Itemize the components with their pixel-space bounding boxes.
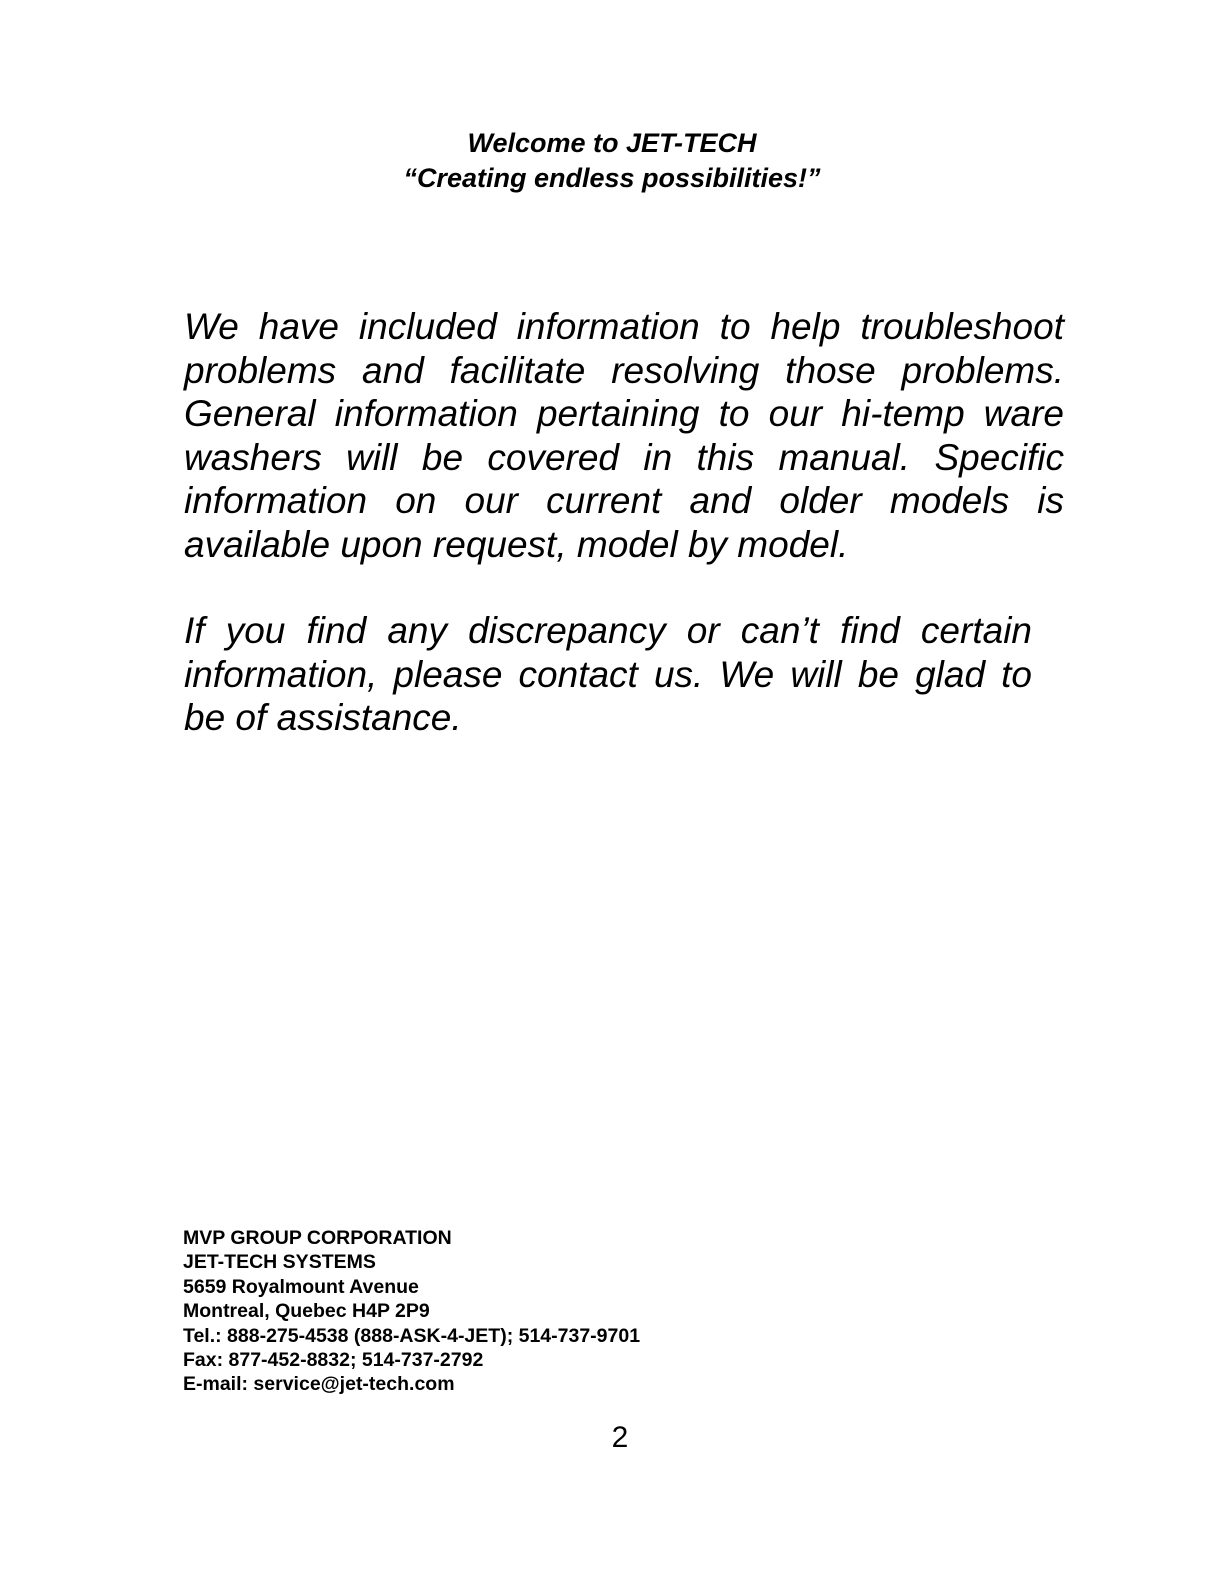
city-address: Montreal, Quebec H4P 2P9 (183, 1300, 430, 1323)
intro-paragraph: We have included information to help troubleshoot problems and facilitate resolving those problems. General information pertaining to our hi-temp ware washers will be covered in this manual. Specific information on our current and older models is available upon request, model by model. (184, 306, 1064, 565)
email-line: E-mail: service@jet-tech.com (183, 1373, 455, 1396)
header-slogan: “Creating endless possibilities!” (403, 163, 821, 193)
page-header (0, 126, 1224, 196)
header-title: Welcome to JET-TECH (467, 128, 757, 158)
telephone-line: Tel.: 888-275-4538 (888-ASK-4-JET); 514-737-9701 (183, 1324, 641, 1347)
fax-line: Fax: 877-452-8832; 514-737-2792 (183, 1349, 484, 1372)
company-name: MVP GROUP CORPORATION (183, 1227, 452, 1249)
contact-address-block (183, 1226, 640, 1397)
division-name: JET-TECH SYSTEMS (183, 1251, 376, 1274)
street-address: 5659 Royalmount Avenue (183, 1275, 419, 1298)
page-number: 2 (611, 1421, 629, 1454)
contact-request-paragraph: If you find any discrepancy or can’t find certain information, please contact us. We will be glad to be of assistance. (184, 610, 1032, 739)
